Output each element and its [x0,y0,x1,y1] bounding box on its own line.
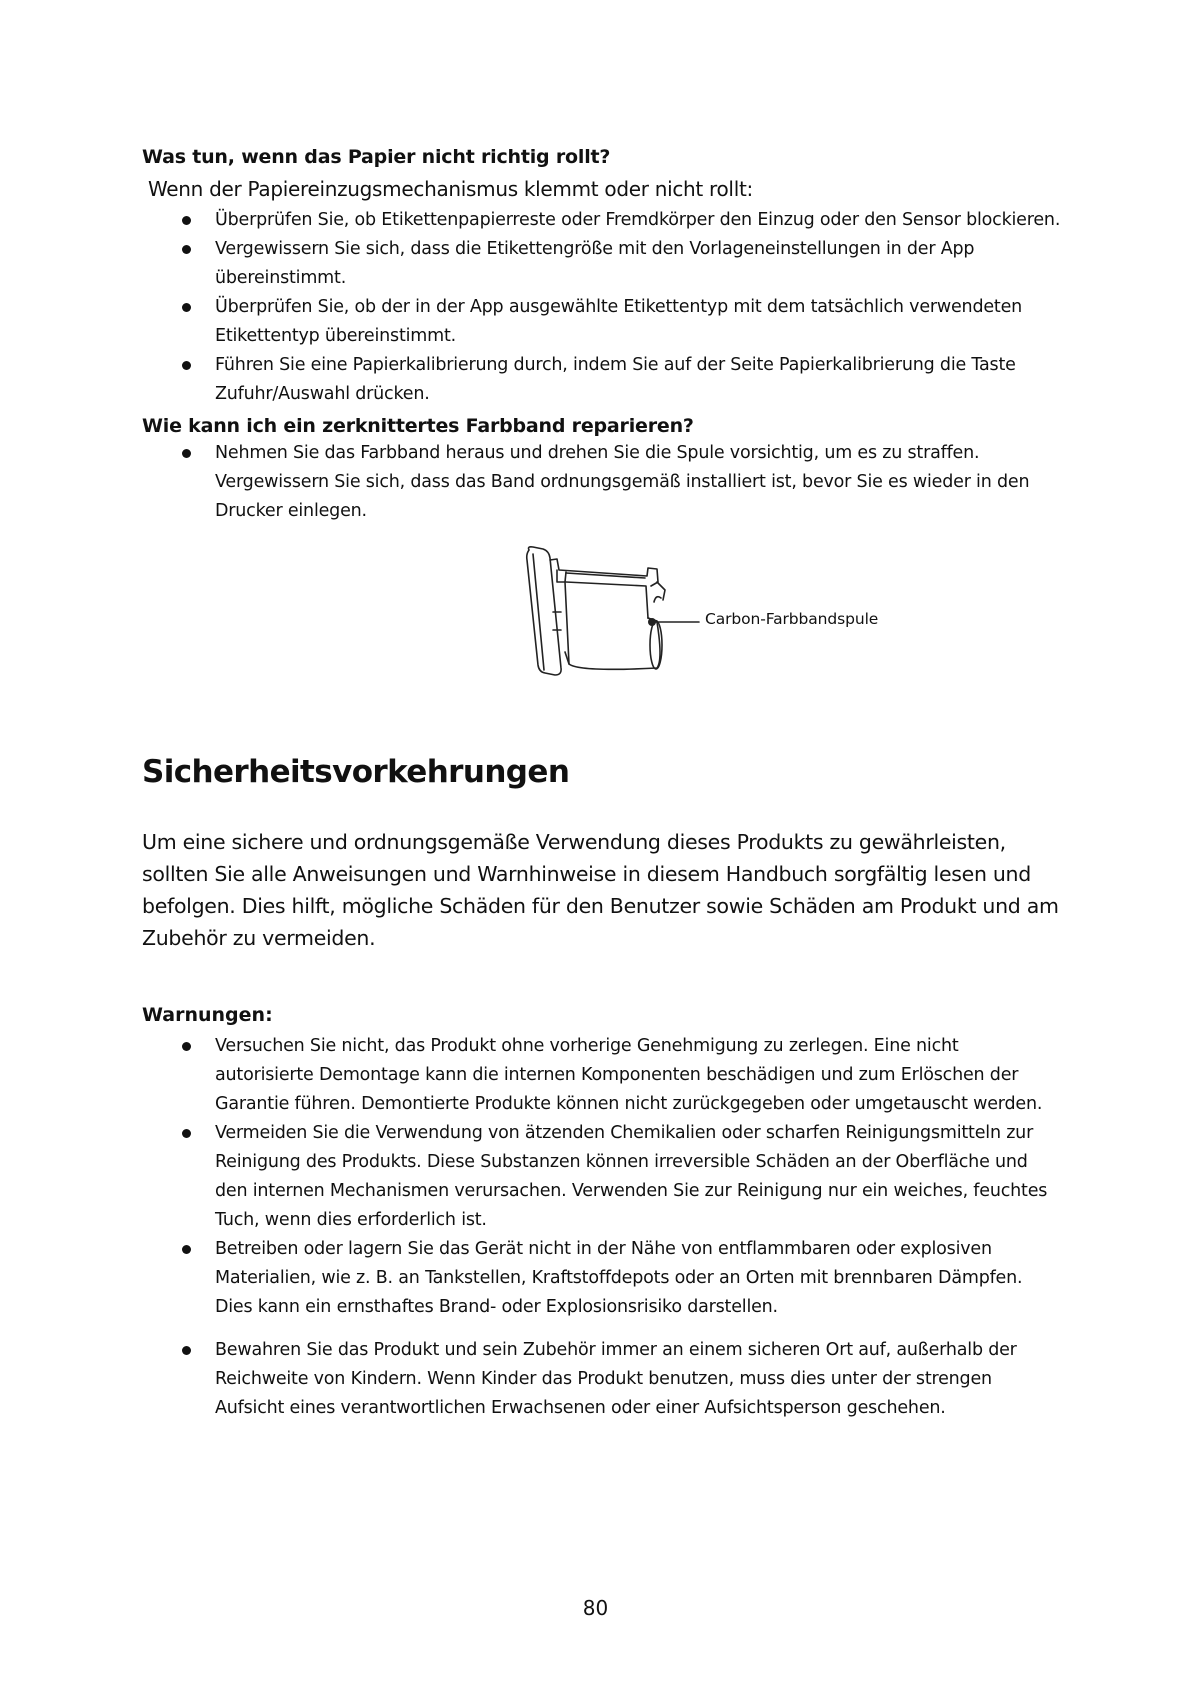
list-item [142,1336,1062,1423]
list-item [142,293,1062,351]
section-title: Sicherheitsvorkehrungen [142,754,570,790]
bullet-icon [182,449,191,458]
warnings-heading: Warnungen: [142,1004,273,1026]
paper-roll-bullet-list [142,206,1062,409]
list-item-text: Vermeiden Sie die Verwendung von ätzenden Chemikalien oder scharfen Reinigungsmitteln zur Reinigung des Produkts. Diese Substanzen können irreversible Schäden an der Oberfläche und den internen Mechanismen verursachen. Verwenden Sie zur Reinigung nur ein weiches, feuchtes Tuch, wenn dies erforderlich ist. [215,1123,1048,1230]
list-item-text: Nehmen Sie das Farbband heraus und drehen Sie die Spule vorsichtig, um es zu straffen. Vergewissern Sie sich, dass das Band ordnungsgemäß installiert ist, bevor Sie es wieder in den Drucker einlegen. [215,443,1030,521]
faq-intro-paper-roll: Wenn der Papiereinzugsmechanismus klemmt oder nicht rollt: [148,177,753,201]
ribbon-figure [142,542,1062,692]
list-item [142,351,1062,409]
list-item-text: Bewahren Sie das Produkt und sein Zubehör immer an einem sicheren Ort auf, außerhalb der Reichweite von Kindern. Wenn Kinder das Produkt benutzen, muss dies unter der strengen Aufsicht eines verantwortlichen Erwachsenen oder einer Aufsichtsperson geschehen. [215,1340,1017,1418]
section-body: Um eine sichere und ordnungsgemäße Verwendung dieses Produkts zu gewährleisten, sollten Sie alle Anweisungen und Warnhinweise in diesem Handbuch sorgfältig lesen und befolgen. Dies hilft, mögliche Schäden für den Benutzer sowie Schäden am Produkt und am Zubehör zu vermeiden. [142,830,1059,950]
bullet-icon [182,1129,191,1138]
ribbon-cartridge-illustration [517,542,702,682]
figure-label: Carbon-Farbbandspule [705,610,879,628]
list-item [142,206,1062,235]
list-item [142,1032,1062,1119]
list-item [142,1235,1062,1322]
bullet-icon [182,1042,191,1051]
list-item [142,1119,1062,1235]
page-content [142,144,1062,1427]
list-item [142,439,1062,526]
page-number: 80 [582,1596,609,1620]
bullet-icon [182,245,191,254]
list-item-text: Versuchen Sie nicht, das Produkt ohne vorherige Genehmigung zu zerlegen. Eine nicht autorisierte Demontage kann die internen Komponenten beschädigen und zum Erlöschen der Garantie führen. Demontierte Produkte können nicht zurückgegeben oder umgetauscht werden. [215,1036,1043,1114]
bullet-icon [182,1346,191,1355]
bullet-icon [182,216,191,225]
bullet-icon [182,303,191,312]
warnings-bullet-list [142,1032,1062,1423]
bullet-icon [182,361,191,370]
list-item [142,235,1062,293]
list-item-text: Überprüfen Sie, ob Etikettenpapierreste oder Fremdkörper den Einzug oder den Sensor blockieren. [215,210,1061,230]
faq-heading-ribbon: Wie kann ich ein zerknittertes Farbband reparieren? [142,415,694,437]
list-item-text: Führen Sie eine Papierkalibrierung durch, indem Sie auf der Seite Papierkalibrierung die Taste Zufuhr/Auswahl drücken. [215,355,1016,404]
bullet-icon [182,1245,191,1254]
list-item-text: Vergewissern Sie sich, dass die Etikettengröße mit den Vorlageneinstellungen in der App übereinstimmt. [215,239,975,288]
list-item-text: Überprüfen Sie, ob der in der App ausgewählte Etikettentyp mit dem tatsächlich verwendeten Etikettentyp übereinstimmt. [215,297,1023,346]
faq-heading-paper-roll: Was tun, wenn das Papier nicht richtig rollt? [142,146,611,168]
list-item-text: Betreiben oder lagern Sie das Gerät nicht in der Nähe von entflammbaren oder explosiven Materialien, wie z. B. an Tankstellen, Kraftstoffdepots oder an Orten mit brennbaren Dämpfen. Dies kann ein ernsthaftes Brand- oder Explosionsrisiko darstellen. [215,1239,1023,1317]
ribbon-bullet-list [142,439,1062,526]
